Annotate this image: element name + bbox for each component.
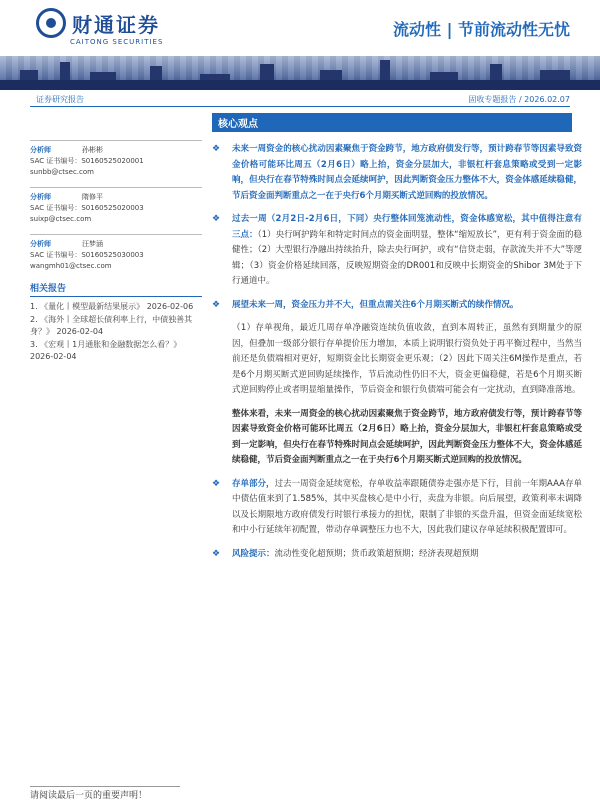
key-point-1: ❖ 未来一周资金的核心扰动因素聚焦于资金跨节，地方政府债发行等，预计跨春节等因素导致资金价格可能环比周五（2月6日）略上抬，资金分层加大，非银杠杆套息策略或受到一定影响，但央行在春节特殊时间点会延续呵护，因此判断资金压力整体不大，资金体感延续稳健，节后资金面判断重点之一在于央行6个月期买断式逆回购的投放情况。 [212, 144, 582, 201]
related-reports-list [30, 301, 202, 363]
paragraph-detail: （1）存单视角，最近几周存单净融资连续负值收敛，直到本周转正，虽然有到期量少的原因，但叠加一级部分银行存单提价压力增加，本质上说明银行资负处于再平衡过程中，当然当前还是负债端相对更好，短期资金比长期资金更乐观；（2）因此下周关注6M操作是重点，若是6个月期买断式逆回购延续操作，节后流动性仍旧不大，资金更偏稳健，若是6个月期买断式逆回购停止或者明显缩量操作，节后资金和银行负债端可能会有一定扰动，直到降准落地。 [232, 323, 582, 395]
analyst-role: 分析师 [30, 146, 51, 154]
analyst-role: 分析师 [30, 240, 51, 248]
bullet-diamond-icon: ❖ [212, 214, 221, 224]
main-content [212, 113, 582, 562]
analyst-name: 隋修平 [82, 193, 103, 201]
header-divider [30, 106, 570, 107]
analyst-card [30, 234, 202, 272]
logo-text-en: CAITONG SECURITIES [70, 38, 164, 46]
bullet-diamond-icon: ❖ [212, 299, 221, 310]
related-report-item[interactable]: 2. 《海外丨全球超长债利率上行，中债独善其身？》 2026-02-04 [30, 315, 193, 336]
company-logo [36, 8, 164, 46]
analyst-name: 汪梦涵 [82, 240, 103, 248]
analyst-cert: SAC 证书编号：S0160525030003 [30, 251, 144, 259]
analyst-name: 孙彬彬 [82, 146, 103, 154]
logo-mark-icon [36, 8, 66, 38]
analyst-cert: SAC 证书编号：S0160525020001 [30, 157, 144, 165]
logo-text: 财通证券 [72, 12, 160, 37]
related-reports-title: 相关报告 [30, 281, 202, 297]
analyst-cert: SAC 证书编号：S0160525020003 [30, 204, 144, 212]
sidebar [30, 140, 202, 364]
related-report-item[interactable]: 3. 《宏观丨1月通胀和金融数据怎么看？》 2026-02-04 [30, 340, 182, 361]
analyst-role: 分析师 [30, 193, 51, 201]
risk-warning: ❖ 风险提示：流动性变化超预期；货币政策超预期；经济表现超预期 [212, 547, 582, 563]
analyst-card [30, 140, 202, 178]
paragraph-summary: 整体来看，未来一周资金的核心扰动因素聚焦于资金跨节，地方政府债发行等，预计跨春节等因素导致资金价格可能环比周五（2月6日）略上抬，资金分层加大，非银杠杆套息策略或受到一定影响，但央行在春节特殊时间点会延续呵护，因此判断资金压力整体不大，资金体感延续稳健，节后资金面判断重点之一在于央行6个月期买断式逆回购的投放情况。 [232, 408, 582, 465]
footer-disclaimer: 请阅读最后一页的重要声明！ [30, 786, 180, 801]
bullet-diamond-icon: ❖ [212, 478, 221, 489]
city-banner [0, 56, 600, 90]
related-report-item[interactable]: 1. 《量化丨模型最新结果展示》 2026-02-06 [30, 302, 194, 311]
key-point-2: ❖ 过去一周（2月2日-2月6日，下同）央行整体回笼流动性，资金体感宽松，其中值得注意有三点：（1）央行呵护跨年和特定时间点的资金面明显，整体“缩短放长”，更有利于资金面的稳健性；（2）大型银行净融出持续抬升，除去央行呵护，或有“信贷走弱，存款流失并不大”等逻辑；（3）资金价格延续回落，反映短期资金的DR001和反映中长期资金的Shibor 3M处于下行通道中。 [212, 214, 582, 286]
key-point-4: ❖ 存单部分，过去一周资金延续宽松，存单收益率跟随债券走强亦是下行，目前一年期AAA存单中债估值来到了1.585%，其中买盘核心是中小行，卖盘为非银。向后展望，政策利率未调降以及长期限地方政府债发行时银行承接力的担忧，限制了非银的买盘升温，但资金面延续宽松和中小行延续年初配置，带动存单调整压力也不大，因此我们建议存单延续积极配置即可。 [212, 478, 582, 535]
report-type: 证券研究报告 [36, 95, 84, 104]
analyst-card [30, 187, 202, 225]
analyst-email[interactable]: suixp@ctsec.com [30, 215, 92, 223]
analyst-email[interactable]: wangmh01@ctsec.com [30, 262, 112, 270]
key-point-3: ❖ 展望未来一周，资金压力并不大，但重点需关注6个月期买断式的续作情况。 [212, 298, 582, 314]
subheader [30, 94, 570, 106]
section-title: 核心观点 [212, 113, 572, 132]
bullet-diamond-icon: ❖ [212, 548, 221, 559]
report-date: 固收专题报告 / 2026.02.07 [468, 95, 570, 104]
report-title: 流动性 | 节前流动性无忧 [393, 20, 570, 39]
analyst-email[interactable]: sunbb@ctsec.com [30, 168, 94, 176]
bullet-diamond-icon: ❖ [212, 144, 221, 154]
